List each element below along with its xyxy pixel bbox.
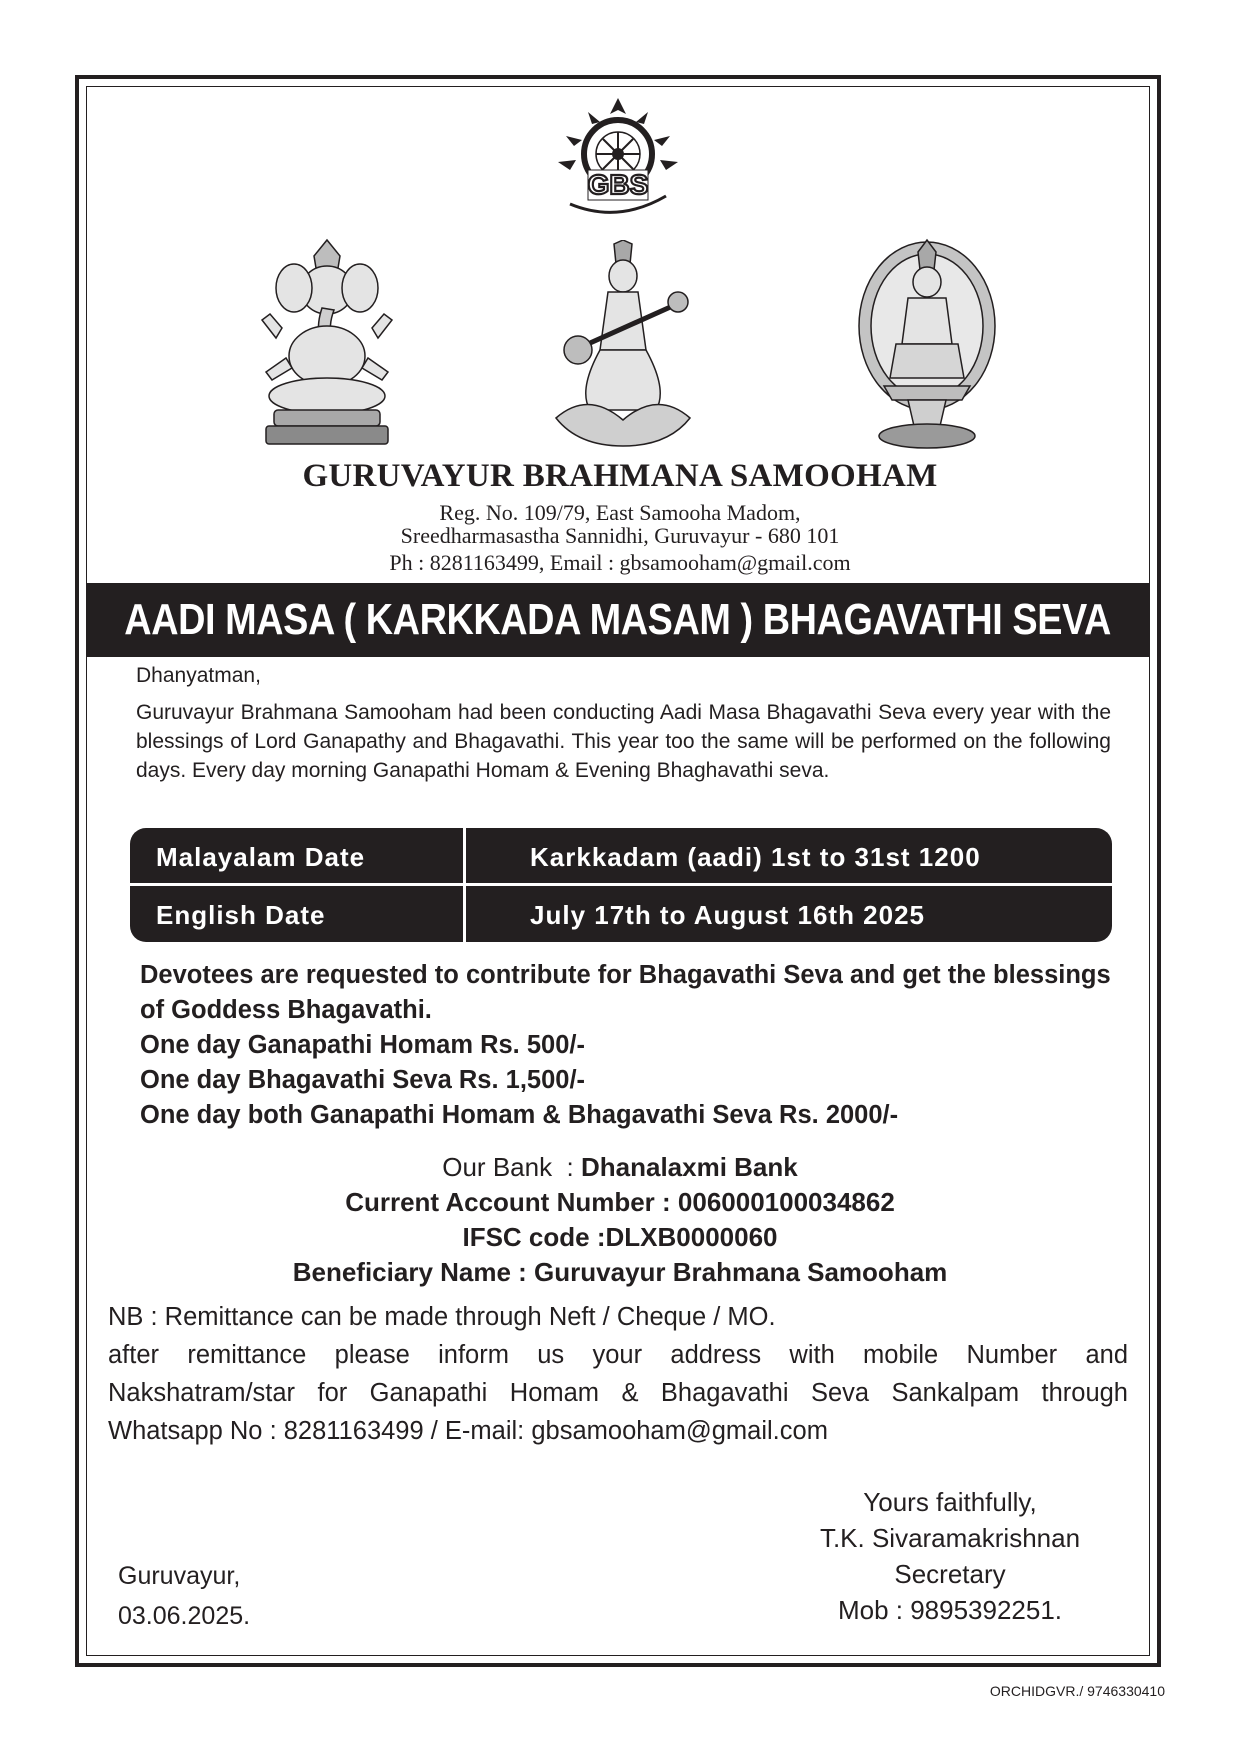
- address-line: Sreedharmasastha Sannidhi, Guruvayur - 680 101: [400, 523, 840, 548]
- nb-line: Nakshatram/star for Ganapathi Homam & Bhagavathi Seva Sankalpam through: [108, 1379, 1128, 1407]
- date-row-english: [130, 886, 1112, 942]
- dates-table: [130, 828, 1112, 942]
- beneficiary-name: Beneficiary Name : Guruvayur Brahmana Samooham: [292, 1257, 948, 1287]
- contribution-block: [140, 958, 1120, 1133]
- signatory-title: Secretary: [894, 1559, 1006, 1589]
- signatory-mobile: Mob : 9895392251.: [837, 1595, 1063, 1625]
- date-label: Malayalam Date: [156, 842, 366, 872]
- logo-text: GBS: [587, 169, 649, 200]
- org-name: GURUVAYUR BRAHMANA SAMOOHAM: [302, 458, 938, 494]
- ganesha-image: [252, 238, 402, 448]
- date-value: Karkkadam (aadi) 1st to 31st 1200: [530, 842, 981, 872]
- contribution-item: One day Ganapathi Homam Rs. 500/-: [140, 1031, 585, 1059]
- gbs-logo: [548, 92, 688, 232]
- letter-date: 03.06.2025.: [118, 1602, 251, 1630]
- banner-title: AADI MASA ( KARKKADA MASAM ) BHAGAVATHI SEVA: [124, 595, 1112, 644]
- reg-address: Reg. No. 109/79, East Samooha Madom,: [439, 500, 801, 525]
- closing: Yours faithfully,: [863, 1487, 1037, 1517]
- date-value: July 17th to August 16th 2025: [530, 900, 926, 930]
- nb-line: NB : Remittance can be made through Neft / Cheque / MO.: [108, 1303, 776, 1331]
- nb-note: [108, 1298, 1128, 1450]
- signatory-name: T.K. Sivaramakrishnan: [819, 1523, 1081, 1553]
- date-label: English Date: [156, 900, 326, 930]
- nb-line: Whatsapp No : 8281163499 / E-mail: gbsamooham@gmail.com: [108, 1417, 828, 1445]
- account-number: Current Account Number : 006000100034862: [345, 1187, 895, 1217]
- contribution-request: Devotees are requested to contribute for Bhagavathi Seva and get the blessings of Goddess Bhagavathi.: [140, 961, 1111, 1024]
- bank-line: [0, 1150, 1240, 1185]
- contact-line: Ph : 8281163499, Email : gbsamooham@gmail.com: [389, 550, 851, 575]
- contribution-item: One day both Ganapathi Homam & Bhagavathi Seva Rs. 2000/-: [140, 1101, 899, 1129]
- place: Guruvayur,: [118, 1562, 241, 1590]
- date-row-malayalam: [130, 828, 1112, 884]
- printer-credit: ORCHIDGVR./ 9746330410: [989, 1683, 1165, 1699]
- title-banner: [86, 583, 1150, 657]
- bank-name: Dhanalaxmi Bank: [580, 1152, 798, 1182]
- ayyappa-image: [852, 236, 1002, 452]
- contribution-item: One day Bhagavathi Seva Rs. 1,500/-: [140, 1066, 586, 1094]
- greeting: Dhanyatman,: [136, 664, 261, 687]
- nb-line: after remittance please inform us your address with mobile Number and: [108, 1341, 1128, 1369]
- saraswati-image: [548, 240, 698, 452]
- intro-paragraph: Guruvayur Brahmana Samooham had been conducting Aadi Masa Bhagavathi Seva every year with the blessings of Lord Ganapathy and Bhagavathi. This year too the same will be performed on the following days. Every day morning Ganapathi Homam & Evening Bhaghavathi seva.: [136, 701, 1111, 782]
- ifsc-code: IFSC code :DLXB0000060: [462, 1222, 778, 1252]
- bank-label: Our Bank :: [442, 1152, 581, 1182]
